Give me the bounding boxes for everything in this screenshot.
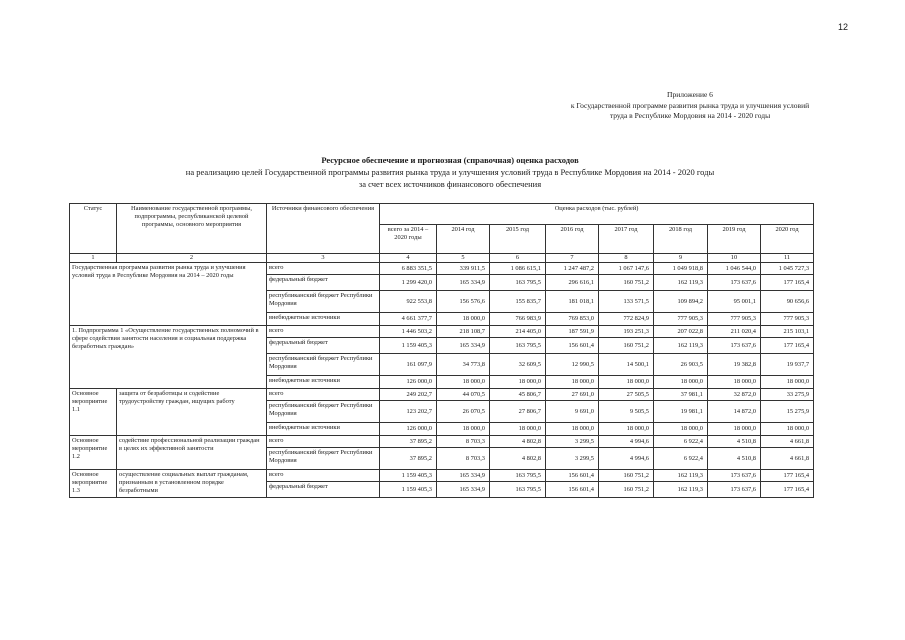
amount-cell: 14 500,1 bbox=[599, 354, 654, 376]
amount-cell: 173 637,6 bbox=[708, 338, 761, 354]
amount-cell: 160 751,2 bbox=[599, 470, 654, 482]
amount-cell: 4 661,8 bbox=[761, 448, 814, 470]
amount-cell: 18 000,0 bbox=[437, 313, 490, 326]
amount-cell: 1 049 918,8 bbox=[654, 263, 708, 275]
amount-cell: 4 802,8 bbox=[490, 436, 546, 448]
amount-cell: 163 795,5 bbox=[490, 482, 546, 498]
amount-cell: 215 103,1 bbox=[761, 326, 814, 338]
status-cell: Основное мероприятие 1.2 bbox=[70, 436, 117, 470]
amount-cell: 4 661,8 bbox=[761, 436, 814, 448]
column-index: 7 bbox=[546, 254, 599, 263]
amount-cell: 177 165,4 bbox=[761, 275, 814, 291]
table-row bbox=[70, 263, 814, 275]
amount-cell: 3 299,5 bbox=[546, 436, 599, 448]
table-row bbox=[70, 326, 814, 338]
column-index: 8 bbox=[599, 254, 654, 263]
funding-source-cell: федеральный бюджет bbox=[267, 482, 380, 498]
column-index: 1 bbox=[70, 254, 117, 263]
funding-source-cell: республиканский бюджет Республики Мордовия bbox=[267, 291, 380, 313]
table-row bbox=[70, 389, 814, 401]
amount-cell: 8 703,3 bbox=[437, 448, 490, 470]
amount-cell: 772 824,9 bbox=[599, 313, 654, 326]
header-name: Наименование государственной программы, подпрограммы, республиканской целевой программы, основного мероприятия bbox=[117, 204, 267, 254]
amount-cell: 160 751,2 bbox=[599, 482, 654, 498]
status-cell: Основное мероприятие 1.1 bbox=[70, 389, 117, 436]
funding-source-cell: всего bbox=[267, 326, 380, 338]
amount-cell: 95 001,1 bbox=[708, 291, 761, 313]
amount-cell: 18 000,0 bbox=[546, 423, 599, 436]
amount-cell: 126 000,0 bbox=[380, 423, 437, 436]
amount-cell: 163 795,5 bbox=[490, 338, 546, 354]
amount-cell: 207 022,8 bbox=[654, 326, 708, 338]
amount-cell: 109 894,2 bbox=[654, 291, 708, 313]
amount-cell: 173 637,6 bbox=[708, 482, 761, 498]
funding-source-cell: республиканский бюджет Республики Мордовия bbox=[267, 448, 380, 470]
table-row bbox=[70, 470, 814, 482]
amount-cell: 19 937,7 bbox=[761, 354, 814, 376]
amount-cell: 44 070,5 bbox=[437, 389, 490, 401]
amount-cell: 165 334,9 bbox=[437, 482, 490, 498]
header-status: Статус bbox=[70, 204, 117, 254]
header-year: 2019 год bbox=[708, 225, 761, 254]
amount-cell: 18 000,0 bbox=[761, 423, 814, 436]
amount-cell: 37 895,2 bbox=[380, 448, 437, 470]
amount-cell: 18 000,0 bbox=[599, 376, 654, 389]
page-number: 12 bbox=[838, 22, 849, 32]
column-index: 9 bbox=[654, 254, 708, 263]
amount-cell: 4 510,8 bbox=[708, 448, 761, 470]
amount-cell: 181 018,1 bbox=[546, 291, 599, 313]
amount-cell: 162 119,3 bbox=[654, 275, 708, 291]
amount-cell: 156 601,4 bbox=[546, 482, 599, 498]
amount-cell: 3 299,5 bbox=[546, 448, 599, 470]
column-index: 5 bbox=[437, 254, 490, 263]
amount-cell: 161 097,9 bbox=[380, 354, 437, 376]
header-year: 2016 год bbox=[546, 225, 599, 254]
header-estimate: Оценка расходов (тыс. рублей) bbox=[380, 204, 814, 225]
amount-cell: 12 990,5 bbox=[546, 354, 599, 376]
amount-cell: 922 553,8 bbox=[380, 291, 437, 313]
activity-name-cell: защита от безработицы и содействие трудоустройству граждан, ищущих работу bbox=[117, 389, 267, 436]
amount-cell: 1 159 405,3 bbox=[380, 338, 437, 354]
amount-cell: 1 045 727,3 bbox=[761, 263, 814, 275]
funding-source-cell: всего bbox=[267, 263, 380, 275]
amount-cell: 777 905,3 bbox=[654, 313, 708, 326]
amount-cell: 1 046 544,0 bbox=[708, 263, 761, 275]
amount-cell: 18 000,0 bbox=[761, 376, 814, 389]
activity-name-cell: содействие профессиональной реализации граждан в целях их эффективной занятости bbox=[117, 436, 267, 470]
amount-cell: 18 000,0 bbox=[599, 423, 654, 436]
amount-cell: 165 334,9 bbox=[437, 470, 490, 482]
column-index: 3 bbox=[267, 254, 380, 263]
amount-cell: 777 905,3 bbox=[761, 313, 814, 326]
appendix-line: труда в Республике Мордовия на 2014 - 2020 годы bbox=[609, 111, 771, 120]
funding-source-cell: внебюджетные источники bbox=[267, 313, 380, 326]
amount-cell: 4 510,8 bbox=[708, 436, 761, 448]
document-heading bbox=[60, 154, 840, 190]
amount-cell: 14 872,0 bbox=[708, 401, 761, 423]
amount-cell: 27 806,7 bbox=[490, 401, 546, 423]
amount-cell: 1 446 503,2 bbox=[380, 326, 437, 338]
funding-source-cell: республиканский бюджет Республики Мордовия bbox=[267, 401, 380, 423]
program-name-cell: 1. Подпрограмма 1 «Осуществление государственных полномочий в сфере содействия занятости населения и социальная поддержка безработных граждан» bbox=[70, 326, 267, 389]
header-year: 2018 год bbox=[654, 225, 708, 254]
amount-cell: 37 895,2 bbox=[380, 436, 437, 448]
amount-cell: 6 883 351,5 bbox=[380, 263, 437, 275]
amount-cell: 26 903,5 bbox=[654, 354, 708, 376]
amount-cell: 19 382,8 bbox=[708, 354, 761, 376]
amount-cell: 218 108,7 bbox=[437, 326, 490, 338]
amount-cell: 1 247 487,2 bbox=[546, 263, 599, 275]
amount-cell: 4 994,6 bbox=[599, 448, 654, 470]
amount-cell: 173 637,6 bbox=[708, 470, 761, 482]
header-year: 2020 год bbox=[761, 225, 814, 254]
header-year: 2014 год bbox=[437, 225, 490, 254]
amount-cell: 193 251,3 bbox=[599, 326, 654, 338]
resource-table bbox=[69, 203, 814, 498]
amount-cell: 33 275,9 bbox=[761, 389, 814, 401]
amount-cell: 160 751,2 bbox=[599, 338, 654, 354]
appendix-block bbox=[520, 90, 860, 122]
amount-cell: 165 334,9 bbox=[437, 275, 490, 291]
amount-cell: 1 086 615,1 bbox=[490, 263, 546, 275]
funding-source-cell: всего bbox=[267, 389, 380, 401]
amount-cell: 19 981,1 bbox=[654, 401, 708, 423]
funding-source-cell: федеральный бюджет bbox=[267, 338, 380, 354]
funding-source-cell: всего bbox=[267, 436, 380, 448]
amount-cell: 162 119,3 bbox=[654, 470, 708, 482]
table-body bbox=[70, 263, 814, 498]
amount-cell: 26 070,5 bbox=[437, 401, 490, 423]
amount-cell: 163 795,5 bbox=[490, 470, 546, 482]
heading-subtitle: на реализацию целей Государственной программы развития рынка труда и улучшения условий труда в Республике Мордовия на 2014 - 2020 годы bbox=[185, 167, 715, 177]
amount-cell: 133 571,5 bbox=[599, 291, 654, 313]
column-index: 6 bbox=[490, 254, 546, 263]
table-row bbox=[70, 436, 814, 448]
amount-cell: 18 000,0 bbox=[490, 423, 546, 436]
amount-cell: 34 773,8 bbox=[437, 354, 490, 376]
funding-source-cell: всего bbox=[267, 470, 380, 482]
column-index: 11 bbox=[761, 254, 814, 263]
amount-cell: 18 000,0 bbox=[490, 376, 546, 389]
amount-cell: 1 299 420,0 bbox=[380, 275, 437, 291]
amount-cell: 18 000,0 bbox=[546, 376, 599, 389]
program-name-cell: Государственная программа развития рынка труда и улучшения условий труда в Республике Мордовия на 2014 – 2020 годы bbox=[70, 263, 267, 326]
amount-cell: 18 000,0 bbox=[437, 423, 490, 436]
amount-cell: 15 275,9 bbox=[761, 401, 814, 423]
amount-cell: 37 981,1 bbox=[654, 389, 708, 401]
amount-cell: 9 691,0 bbox=[546, 401, 599, 423]
amount-cell: 27 505,5 bbox=[599, 389, 654, 401]
amount-cell: 769 853,0 bbox=[546, 313, 599, 326]
appendix-line: к Государственной программе развития рынка труда и улучшения условий bbox=[570, 100, 810, 110]
amount-cell: 296 616,1 bbox=[546, 275, 599, 291]
amount-cell: 162 119,3 bbox=[654, 482, 708, 498]
amount-cell: 214 405,0 bbox=[490, 326, 546, 338]
amount-cell: 45 806,7 bbox=[490, 389, 546, 401]
amount-cell: 163 795,5 bbox=[490, 275, 546, 291]
header-sources: Источники финансового обеспечения bbox=[267, 204, 380, 254]
amount-cell: 177 165,4 bbox=[761, 338, 814, 354]
amount-cell: 1 067 147,6 bbox=[599, 263, 654, 275]
amount-cell: 777 905,3 bbox=[708, 313, 761, 326]
column-index: 2 bbox=[117, 254, 267, 263]
amount-cell: 32 609,5 bbox=[490, 354, 546, 376]
heading-subtitle: за счет всех источников финансового обеспечения bbox=[358, 179, 542, 189]
amount-cell: 18 000,0 bbox=[708, 376, 761, 389]
column-index-row bbox=[70, 254, 814, 263]
activity-name-cell: осуществление социальных выплат гражданам, признанным в установленном порядке безработными bbox=[117, 470, 267, 498]
amount-cell: 766 983,9 bbox=[490, 313, 546, 326]
amount-cell: 6 922,4 bbox=[654, 448, 708, 470]
amount-cell: 211 020,4 bbox=[708, 326, 761, 338]
amount-cell: 339 911,5 bbox=[437, 263, 490, 275]
amount-cell: 6 922,4 bbox=[654, 436, 708, 448]
amount-cell: 27 691,0 bbox=[546, 389, 599, 401]
funding-source-cell: внебюджетные источники bbox=[267, 376, 380, 389]
amount-cell: 1 159 405,3 bbox=[380, 482, 437, 498]
header-year: всего за 2014 – 2020 годы bbox=[380, 225, 437, 254]
amount-cell: 156 601,4 bbox=[546, 338, 599, 354]
funding-source-cell: федеральный бюджет bbox=[267, 275, 380, 291]
amount-cell: 18 000,0 bbox=[437, 376, 490, 389]
amount-cell: 18 000,0 bbox=[654, 423, 708, 436]
header-year: 2015 год bbox=[490, 225, 546, 254]
amount-cell: 9 505,5 bbox=[599, 401, 654, 423]
amount-cell: 165 334,9 bbox=[437, 338, 490, 354]
amount-cell: 187 591,9 bbox=[546, 326, 599, 338]
status-cell: Основное мероприятие 1.3 bbox=[70, 470, 117, 498]
amount-cell: 32 872,0 bbox=[708, 389, 761, 401]
amount-cell: 160 751,2 bbox=[599, 275, 654, 291]
amount-cell: 126 000,0 bbox=[380, 376, 437, 389]
amount-cell: 177 165,4 bbox=[761, 470, 814, 482]
amount-cell: 162 119,3 bbox=[654, 338, 708, 354]
appendix-title: Приложение 6 bbox=[667, 90, 713, 99]
amount-cell: 4 994,6 bbox=[599, 436, 654, 448]
amount-cell: 4 802,8 bbox=[490, 448, 546, 470]
amount-cell: 155 835,7 bbox=[490, 291, 546, 313]
heading-title: Ресурсное обеспечение и прогнозная (справочная) оценка расходов bbox=[321, 155, 579, 165]
funding-source-cell: республиканский бюджет Республики Мордовия bbox=[267, 354, 380, 376]
amount-cell: 18 000,0 bbox=[708, 423, 761, 436]
funding-source-cell: внебюджетные источники bbox=[267, 423, 380, 436]
column-index: 10 bbox=[708, 254, 761, 263]
amount-cell: 1 159 405,3 bbox=[380, 470, 437, 482]
column-index: 4 bbox=[380, 254, 437, 263]
amount-cell: 156 576,6 bbox=[437, 291, 490, 313]
amount-cell: 249 202,7 bbox=[380, 389, 437, 401]
amount-cell: 173 637,6 bbox=[708, 275, 761, 291]
amount-cell: 177 165,4 bbox=[761, 482, 814, 498]
amount-cell: 90 656,6 bbox=[761, 291, 814, 313]
amount-cell: 123 202,7 bbox=[380, 401, 437, 423]
amount-cell: 18 000,0 bbox=[654, 376, 708, 389]
header-year: 2017 год bbox=[599, 225, 654, 254]
amount-cell: 4 661 377,7 bbox=[380, 313, 437, 326]
amount-cell: 8 703,3 bbox=[437, 436, 490, 448]
amount-cell: 156 601,4 bbox=[546, 470, 599, 482]
